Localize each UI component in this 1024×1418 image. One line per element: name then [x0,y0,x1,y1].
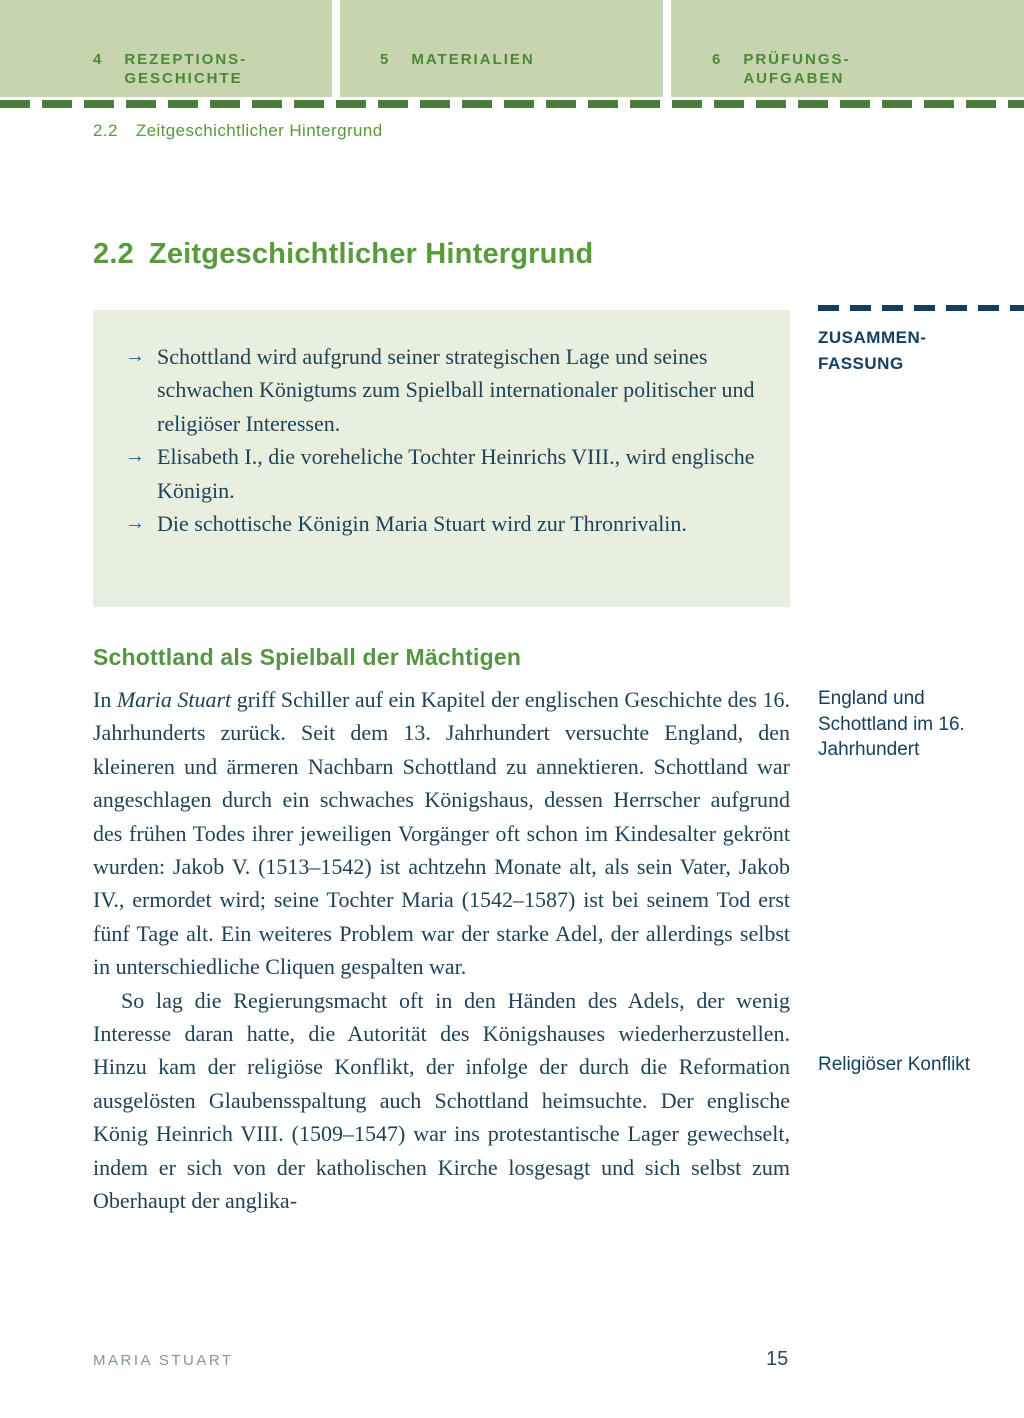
summary-item [125,340,762,440]
dashed-divider-navy [818,305,1024,311]
summary-item-text: Schottland wird aufgrund seiner strategischen Lage und seines schwachen Königtums zum Spielball internationaler politischer und religiöser Interessen. [157,344,755,436]
footer-book-title: MARIA STUART [93,1352,234,1369]
tab-number: 6 [712,51,723,68]
tab-number: 4 [93,51,104,68]
tab-materialien [340,0,663,97]
page-title [93,238,593,271]
summary-item [125,440,762,507]
arrow-right-icon: → [125,345,145,367]
summary-item-text: Die schottische Königin Maria Stuart wird zur Thronrivalin. [157,511,687,537]
paragraph-1 [93,683,790,984]
tab-label-line2: AUFGABEN [743,70,845,87]
tab-number: 5 [380,51,391,68]
tab-content [93,50,247,88]
body-text [93,683,790,1218]
tab-content [380,50,535,69]
paragraph-2: So lag die Regierungsmacht oft in den Händen des Adels, der wenig Interesse daran hatte, die Autorität des Königshauses wiederherzustellen. Hinzu kam der religiöse Konflikt, der infolge der durch die Reformation ausgelösten Glaubensspaltung auch Schottland heimsuchte. Der englische König Heinrich VIII. (1509–1547) war ins protestantische Lager gewechselt, indem er sich von der katholischen Kirche losgesagt und sich selbst zum Oberhaupt der anglika- [93,987,790,1214]
margin-note-england-schottland: England und Schottland im 16. Jahrhundert [818,688,965,760]
paragraph-1-prefix: In [93,687,117,712]
margin-note-religioeser-konflikt: Religiöser Konflikt [818,1054,971,1075]
paragraph-1-rest: griff Schiller auf ein Kapitel der englischen Geschichte des 16. Jahrhunderts zurück. Seit dem 13. Jahrhundert versuchte England, den kleineren und ärmeren Nachbarn Schottland zu annektieren. Schottland war angeschlagen durch ein schwaches Königshaus, dessen Herrscher aufgrund des frühen Todes ihrer jeweiligen Vorgänger oft schon im Kindesalter gekrönt wurden: Jakob V. (1513–1542) ist achtzehn Monate alt, als sein Vater, Jakob IV., ermordet wird; seine Tochter Maria (1542–1587) ist bei seinem Tod erst fünf Tage alt. Ein weiteres Problem war der starke Adel, der allerdings selbst in unterschiedliche Cliquen gespalten war. [93,687,790,980]
tab-label-line2: GESCHICHTE [124,70,243,87]
summary-item-text: Elisabeth I., die voreheliche Tochter Heinrichs VIII., wird englische Königin. [157,444,755,503]
summary-box [93,310,790,607]
tab-label [124,50,247,88]
tab-pruefungsaufgaben [671,0,1024,97]
tab-label-line1: MATERIALIEN [411,51,535,68]
tab-label-line1: PRÜFUNGS- [743,51,851,68]
section-heading: Schottland als Spielball der Mächtigen [93,644,522,670]
breadcrumb-number: 2.2 [93,121,118,140]
tab-label-line1: REZEPTIONS- [124,51,248,68]
breadcrumb-text: Zeitgeschichtlicher Hintergrund [135,121,383,140]
chapter-tab-bar [0,0,1024,97]
work-title-italic: Maria Stuart [116,687,232,712]
footer-page-number: 15 [766,1348,789,1370]
arrow-right-icon: → [125,512,145,535]
breadcrumb [93,121,383,141]
dashed-divider-green [0,100,1024,108]
tab-label [411,50,534,69]
summary-item [125,507,762,540]
summary-margin-label-line1: ZUSAMMEN- [818,328,927,347]
summary-margin-label [818,325,1024,377]
page-title-number: 2.2 [93,238,134,270]
tab-rezeptionsgeschichte [0,0,332,97]
tab-content [712,50,851,88]
summary-margin-label-line2: FASSUNG [818,354,904,373]
arrow-right-icon: → [125,445,145,468]
page-title-text: Zeitgeschichtlicher Hintergrund [148,238,594,270]
tab-label [743,50,850,88]
